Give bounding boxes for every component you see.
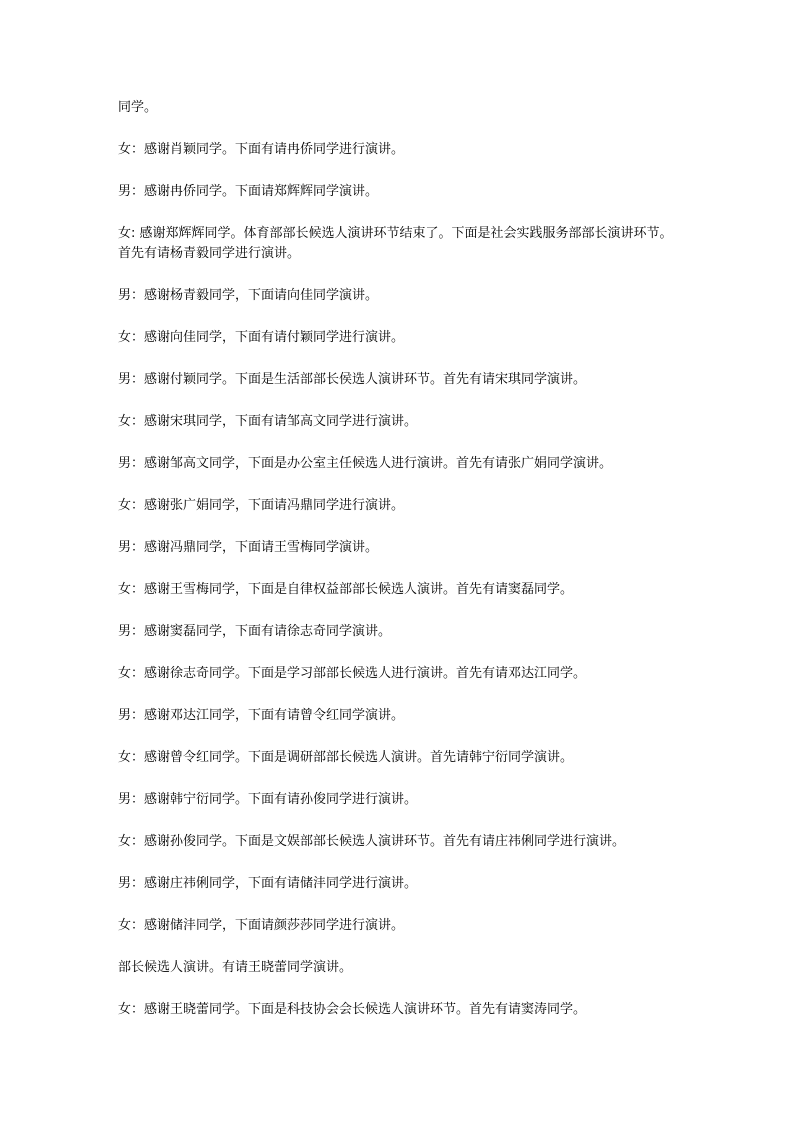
paragraph: 男：感谢杨青毅同学，下面请向佳同学演讲。 [118, 288, 379, 303]
paragraph: 男：感谢邹高文同学，下面是办公室主任候选人进行演讲。首先有请张广娟同学演讲。 [118, 456, 613, 471]
paragraph: 女：感谢徐志奇同学。下面是学习部部长候选人进行演讲。首先有请邓达江同学。 [118, 666, 587, 681]
paragraph: 男：感谢付颖同学。下面是生活部部长侯选人演讲环节。首先有请宋琪同学演讲。 [118, 372, 587, 387]
paragraph: 女：感谢宋琪同学，下面有请邹高文同学进行演讲。 [118, 414, 418, 429]
paragraph: 男：感谢冯鼎同学，下面请王雪梅同学演讲。 [118, 540, 379, 555]
paragraph: 女：感谢曾令红同学。下面是调研部部长候选人演讲。首先请韩宁衍同学演讲。 [118, 750, 574, 765]
paragraph: 男：感谢冉侨同学。下面请郑辉辉同学演讲。 [118, 184, 379, 199]
document-body [118, 98, 678, 1042]
paragraph: 女：感谢孙俊同学。下面是文娱部部长候选人演讲环节。首先有请庄祎俐同学进行演讲。 [118, 834, 626, 849]
paragraph: 女：感谢肖颖同学。下面有请冉侨同学进行演讲。 [118, 142, 405, 157]
paragraph: 女：感谢向佳同学，下面有请付颖同学进行演讲。 [118, 330, 405, 345]
paragraph: 同学。 [118, 100, 158, 115]
paragraph: 男：感谢邓达江同学，下面有请曾令红同学演讲。 [118, 708, 405, 723]
paragraph: 女：感谢王雪梅同学，下面是自律权益部部长候选人演讲。首先有请窦磊同学。 [118, 582, 574, 597]
paragraph: 部长候选人演讲。有请王晓蕾同学演讲。 [118, 960, 353, 975]
paragraph: 女: 感谢郑辉辉同学。体育部部长候选人演讲环节结束了。下面是社会实践服务部部长演讲环节。首先有请杨青毅同学进行演讲。 [118, 226, 673, 261]
paragraph: 女：感谢张广娟同学，下面请冯鼎同学进行演讲。 [118, 498, 405, 513]
paragraph: 男：感谢庄祎俐同学，下面有请储沣同学进行演讲。 [118, 876, 418, 891]
paragraph: 女：感谢储沣同学，下面请颜莎莎同学进行演讲。 [118, 918, 405, 933]
paragraph: 女：感谢王晓蕾同学。下面是科技协会会长候选人演讲环节。首先有请窦涛同学。 [118, 1002, 587, 1017]
paragraph: 男：感谢韩宁衍同学。下面有请孙俊同学进行演讲。 [118, 792, 418, 807]
paragraph: 男：感谢窦磊同学，下面有请徐志奇同学演讲。 [118, 624, 392, 639]
